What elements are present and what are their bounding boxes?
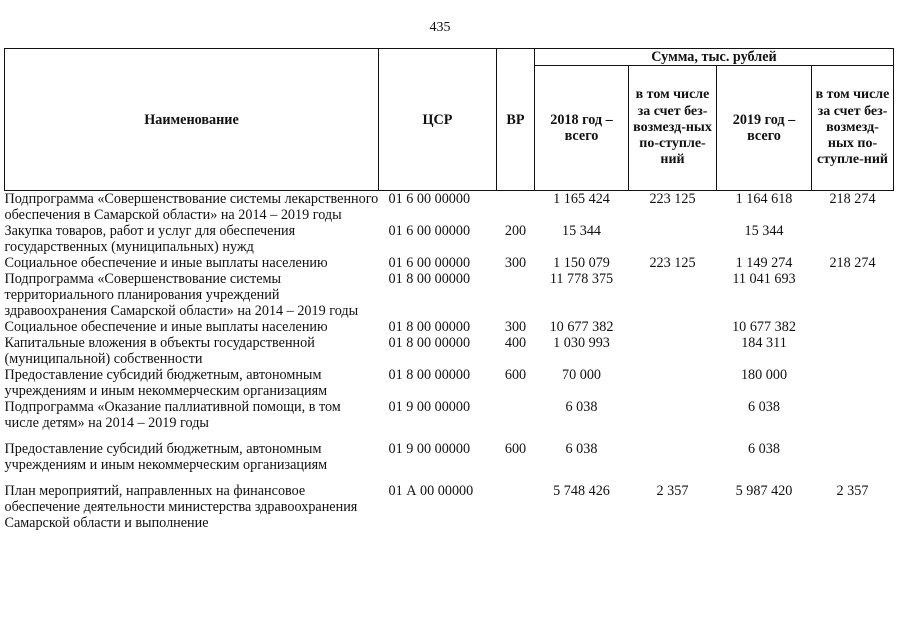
row-name: План мероприятий, направленных на финансовое обеспечение деятельности министерства здравоохранения Самарской области и выполнение	[4, 483, 358, 531]
row-2019-total: 180 000	[740, 367, 788, 383]
row-csr: 01 А 00 00000	[388, 483, 474, 499]
row-2018-grants: 2 357	[656, 483, 689, 499]
row-2018-grants	[629, 223, 717, 255]
header-2018-total: 2018 год – всего	[535, 66, 629, 191]
row-2018-grants	[629, 271, 717, 319]
row-vr	[497, 473, 535, 531]
row-2019-grants	[812, 367, 894, 399]
table-row	[5, 319, 894, 335]
row-2019-total: 6 038	[748, 399, 780, 415]
header-name: Наименование	[5, 49, 379, 191]
table-row	[5, 473, 894, 531]
row-2019-grants	[812, 319, 894, 335]
row-2018-grants	[629, 431, 717, 473]
row-name: Социальное обеспечение и иные выплаты населению	[4, 319, 328, 335]
row-2018-grants	[629, 335, 717, 367]
row-vr: 600	[504, 367, 527, 383]
row-csr: 01 9 00 00000	[388, 399, 471, 415]
row-vr: 300	[504, 255, 527, 271]
row-2019-total: 11 041 693	[732, 271, 796, 287]
row-name: Подпрограмма «Совершенствование системы территориального планирования учреждений здравоохранения Самарской области» на 2014 – 2019 годы	[4, 271, 359, 319]
row-csr: 01 8 00 00000	[388, 335, 471, 351]
row-2019-grants	[812, 399, 894, 431]
row-2019-total: 1 149 274	[735, 255, 793, 271]
row-2018-total: 11 778 375	[549, 271, 614, 287]
row-vr: 300	[504, 319, 527, 335]
table-row	[5, 255, 894, 271]
row-2018-grants	[629, 367, 717, 399]
header-csr: ЦСР	[379, 49, 497, 191]
row-vr: 400	[504, 335, 527, 351]
row-name: Предоставление субсидий бюджетным, автономным учреждениям и иным некоммерческим организациям	[4, 441, 328, 473]
row-2019-grants: 218 274	[829, 255, 876, 271]
row-2019-total: 15 344	[744, 223, 784, 239]
header-2019-total: 2019 год – всего	[717, 66, 812, 191]
row-2019-grants: 2 357	[836, 483, 869, 499]
row-2018-grants	[629, 319, 717, 335]
row-2019-grants	[812, 335, 894, 367]
header-vr: ВР	[497, 49, 535, 191]
row-2018-total: 70 000	[561, 367, 601, 383]
header-2018-grants: в том числе за счет без-возмезд-ных по-ступле-ний	[629, 66, 717, 191]
row-2018-total: 5 748 426	[553, 483, 610, 499]
table-header	[5, 49, 894, 191]
row-vr	[497, 399, 535, 431]
row-name: Капитальные вложения в объекты государственной (муниципальной) собственности	[4, 335, 315, 367]
row-2018-total: 1 150 079	[553, 255, 610, 271]
header-2019-grants: в том числе за счет без-возмезд-ных по-ступле-ний	[812, 66, 894, 191]
row-2019-total: 10 677 382	[732, 319, 796, 335]
table-row	[5, 335, 894, 367]
row-2019-total: 1 164 618	[735, 191, 793, 207]
row-csr: 01 9 00 00000	[388, 441, 471, 457]
row-csr: 01 8 00 00000	[388, 367, 471, 383]
table-row	[5, 223, 894, 255]
row-vr: 600	[504, 441, 527, 457]
row-2018-total: 1 165 424	[553, 191, 610, 207]
table-row	[5, 191, 894, 224]
row-csr: 01 8 00 00000	[388, 319, 471, 335]
row-2019-grants	[812, 431, 894, 473]
row-name: Закупка товаров, работ и услуг для обеспечения государственных (муниципальных) нужд	[4, 223, 296, 255]
row-csr: 01 6 00 00000	[388, 255, 471, 271]
row-vr: 200	[504, 223, 527, 239]
table-row	[5, 367, 894, 399]
row-name: Предоставление субсидий бюджетным, автономным учреждениям и иным некоммерческим организациям	[4, 367, 328, 399]
row-2019-grants	[812, 271, 894, 319]
row-2018-grants	[629, 399, 717, 431]
row-2018-grants: 223 125	[649, 191, 696, 207]
row-vr	[497, 191, 535, 224]
row-2018-total: 6 038	[565, 399, 598, 415]
row-2019-total: 184 311	[741, 335, 787, 351]
row-2019-grants	[812, 223, 894, 255]
row-2019-total: 5 987 420	[735, 483, 793, 499]
row-csr: 01 6 00 00000	[388, 191, 471, 207]
row-csr: 01 8 00 00000	[388, 271, 471, 287]
budget-table	[4, 48, 894, 531]
row-2018-grants: 223 125	[649, 255, 696, 271]
row-2018-total: 10 677 382	[549, 319, 614, 335]
table-body	[5, 191, 894, 532]
row-2018-total: 1 030 993	[553, 335, 610, 351]
row-name: Подпрограмма «Оказание паллиативной помощи, в том числе детям» на 2014 – 2019 годы	[4, 399, 341, 431]
page-number: 435	[429, 20, 451, 35]
row-2018-total: 6 038	[565, 441, 598, 457]
table-row	[5, 431, 894, 473]
row-vr	[497, 271, 535, 319]
row-2019-grants: 218 274	[829, 191, 876, 207]
row-name: Социальное обеспечение и иные выплаты населению	[4, 255, 328, 271]
row-name: Подпрограмма «Совершенствование системы лекарственного обеспечения в Самарской области» на 2014 – 2019 годы	[4, 191, 379, 223]
table-row	[5, 271, 894, 319]
row-csr: 01 6 00 00000	[388, 223, 471, 239]
row-2018-total: 15 344	[561, 223, 601, 239]
header-sum-group: Сумма, тыс. рублей	[535, 49, 894, 66]
row-2019-total: 6 038	[748, 441, 780, 457]
table-row	[5, 399, 894, 431]
